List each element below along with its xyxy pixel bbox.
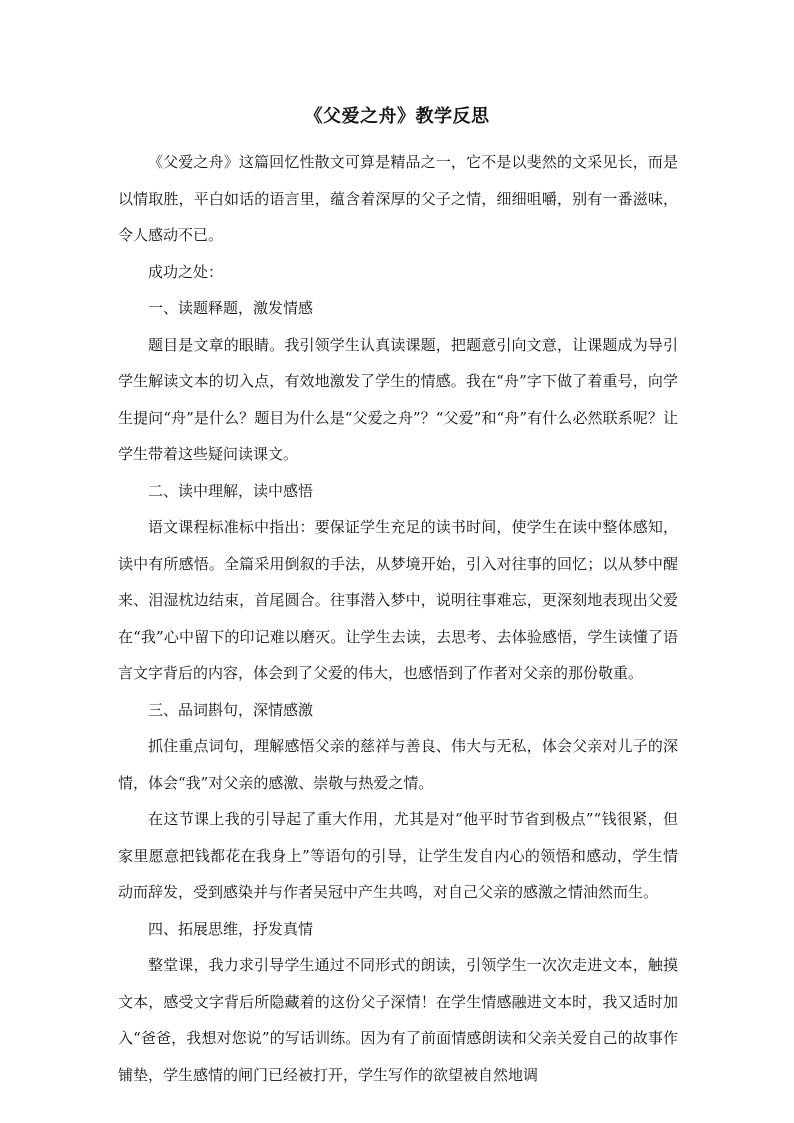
section-heading-2: 二、读中理解，读中感悟 (148, 481, 314, 500)
section-paragraph-3a: 抓住重点词句，理解感悟父亲的慈祥与善良、伟大与无私，体会父亲对儿子的深情，体会“我”对父亲的感激、崇敬与热爱之情。 (118, 737, 678, 792)
document-title: 《父爱之舟》教学反思 (304, 106, 490, 127)
section-paragraph-4: 整堂课，我力求引导学生通过不同形式的朗读，引领学生一次次走进文本，触摸文本，感受文字背后所隐藏着的这份父子深情！在学生情感融进文本时，我又适时加入“爸爸，我想对您说”的写话训练。因为有了前面情感朗读和父亲关爱自己的故事作铺垫，学生感情的闸门已经被打开，学生写作的欲望被自然地调 (118, 956, 678, 1084)
section-paragraph-3b: 在这节课上我的引导起了重大作用，尤其是对“他平时节省到极点”“钱很紧，但家里愿意把钱都花在我身上”等语句的引导，让学生发自内心的领悟和感动，学生情动而辞发，受到感染并与作者吴冠中产生共鸣，对自己父亲的感激之情油然而生。 (118, 810, 678, 901)
section-paragraph-2: 语文课程标准标中指出：要保证学生充足的读书时间，使学生在读中整体感知，读中有所感悟。全篇采用倒叙的手法，从梦境开始，引入对往事的回忆；以从梦中醒来、泪湿枕边结束，首尾圆合。往事潜入梦中，说明往事难忘，更深刻地表现出父爱在“我”心中留下的印记难以磨灭。让学生去读，去思考、去体验感悟，学生读懂了语言文字背后的内容，体会到了父爱的伟大，也感悟到了作者对父亲的那份敬重。 (118, 518, 678, 682)
section-paragraph-1: 题目是文章的眼睛。我引领学生认真读课题，把题意引向文意，让课题成为导引学生解读文本的切入点，有效地激发了学生的情感。我在“舟”字下做了着重号，向学生提问“舟”是什么？题目为什么是“父爱之舟”？“父爱”和“舟”有什么必然联系呢？让学生带着这些疑问读课文。 (118, 335, 678, 463)
section-heading-3: 三、品词斟句，深情感激 (148, 700, 314, 719)
section-heading-4: 四、拓展思维，抒发真情 (148, 919, 314, 938)
success-heading: 成功之处： (148, 262, 224, 281)
document-body (118, 144, 678, 1093)
section-heading-1: 一、读题释题，激发情感 (148, 299, 314, 317)
intro-paragraph: 《父爱之舟》这篇回忆性散文可算是精品之一，它不是以斐然的文采见长，而是以情取胜，平白如话的语言里，蕴含着深厚的父子之情，细细咀嚼，别有一番滋味，令人感动不已。 (118, 153, 678, 244)
